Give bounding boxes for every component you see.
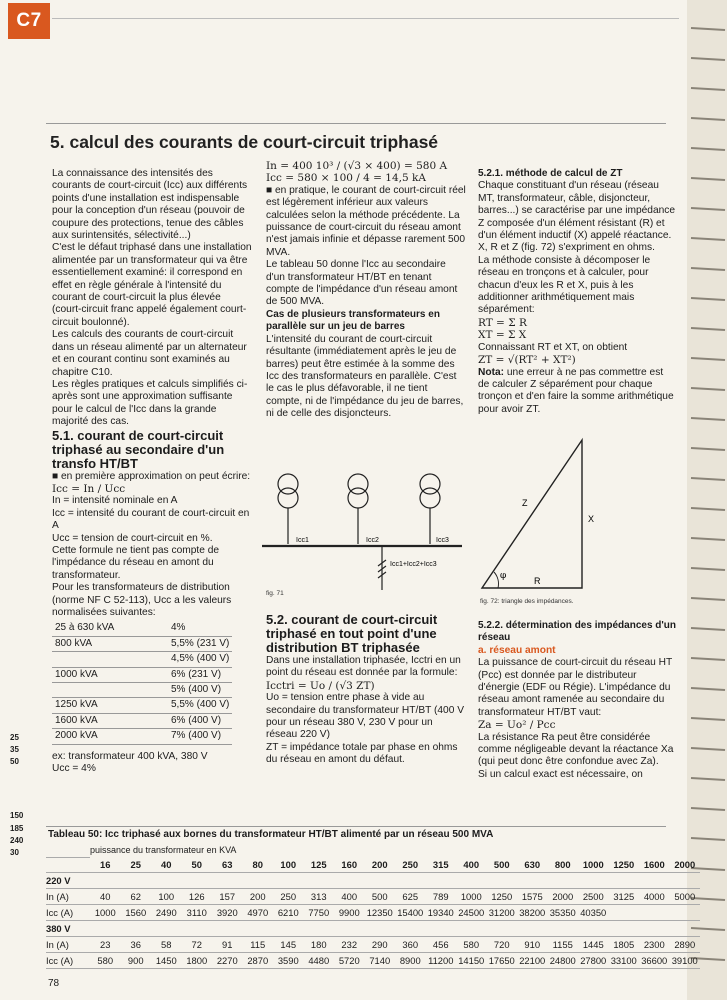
table-50 bbox=[46, 843, 700, 969]
table-cell bbox=[639, 905, 670, 921]
table-cell bbox=[52, 683, 168, 698]
table-cell: 360 bbox=[395, 937, 426, 953]
table-cell: 4000 bbox=[639, 889, 670, 905]
formula: Za = Uo² / Pcc bbox=[478, 719, 556, 732]
table-cell: 35350 bbox=[548, 905, 579, 921]
table-cell: 400 bbox=[456, 857, 487, 873]
table-cell: 27800 bbox=[578, 953, 609, 969]
table-cell: 31200 bbox=[487, 905, 518, 921]
table-cell: 100 bbox=[151, 889, 182, 905]
paragraph: La connaissance des intensités des courants de court-circuit (Icc) aux différents points d'une installation est indispensable pour la conception d'un réseau (pouvoir de coupure des protections, tenue des câbles aux surintensités, sélectivité...) bbox=[52, 168, 248, 242]
table-cell: 115 bbox=[243, 937, 274, 953]
row-label: Icc (A) bbox=[46, 953, 90, 969]
table-cell: 100 bbox=[273, 857, 304, 873]
paragraph: Pour les transformateurs de distribution (norme NF C 52-113), Ucc a les valeurs normalisées suivantes: bbox=[52, 582, 232, 618]
table-cell bbox=[46, 857, 90, 873]
table-cell: 2870 bbox=[243, 953, 274, 969]
table-group-row bbox=[46, 873, 700, 889]
table-cell: 1805 bbox=[609, 937, 640, 953]
table-cell: 7% (400 V) bbox=[168, 729, 232, 744]
fig72-caption: fig. 72: triangle des impédances. bbox=[480, 598, 574, 605]
table-cell: 6% (231 V) bbox=[168, 667, 232, 682]
table-cell: 3110 bbox=[182, 905, 213, 921]
table-cell: 7750 bbox=[304, 905, 335, 921]
table-cell bbox=[46, 843, 90, 857]
table-cell: 2000 kVA bbox=[52, 729, 168, 744]
table-cell: 789 bbox=[426, 889, 457, 905]
table-row bbox=[46, 843, 700, 857]
table-cell: 180 bbox=[304, 937, 335, 953]
table-row bbox=[52, 652, 232, 667]
column-2-lower bbox=[266, 613, 466, 767]
formula: XT = Σ X bbox=[478, 329, 527, 342]
column-3-lower bbox=[478, 620, 676, 781]
table-cell: 1800 bbox=[182, 953, 213, 969]
table-cell: 500 bbox=[487, 857, 518, 873]
label-icc2: Icc2 bbox=[366, 537, 379, 544]
table-cell: 800 kVA bbox=[52, 636, 168, 651]
table-header-row bbox=[46, 857, 700, 873]
label-sum: Icc1+Icc2+Icc3 bbox=[390, 561, 437, 568]
table-cell: 200 bbox=[243, 889, 274, 905]
table-cell: 62 bbox=[121, 889, 152, 905]
table-cell: 4480 bbox=[304, 953, 335, 969]
example: ex: transformateur 400 kVA, 380 V bbox=[52, 750, 208, 762]
table-row bbox=[46, 905, 700, 921]
label-r: R bbox=[534, 576, 541, 586]
paragraph: ■ en première approximation on peut écrire: bbox=[52, 470, 251, 482]
subheading-reseau-amont: a. réseau amont bbox=[478, 644, 556, 656]
definition: ZT = impédance totale par phase en ohms du réseau en amont du défaut. bbox=[266, 741, 458, 766]
table-cell: 625 bbox=[395, 889, 426, 905]
table-cell: 313 bbox=[304, 889, 335, 905]
table-cell: 16 bbox=[90, 857, 121, 873]
table-cell: 14150 bbox=[456, 953, 487, 969]
paragraph: Si un calcul exact est nécessaire, on bbox=[478, 768, 643, 780]
table-cell: 4970 bbox=[243, 905, 274, 921]
table-cell: 2000 bbox=[548, 889, 579, 905]
table-row bbox=[52, 621, 232, 636]
table-cell: 1250 bbox=[609, 857, 640, 873]
table-cell: 1600 bbox=[639, 857, 670, 873]
margin-tab: 30 bbox=[10, 848, 19, 857]
margin-tab: 50 bbox=[10, 757, 19, 766]
table-cell: 2300 bbox=[639, 937, 670, 953]
table-cell: 22100 bbox=[517, 953, 548, 969]
table-cell: 1000 bbox=[456, 889, 487, 905]
table-cell: 720 bbox=[487, 937, 518, 953]
label-icc1: Icc1 bbox=[296, 537, 309, 544]
table-cell: 24500 bbox=[456, 905, 487, 921]
table-cell: 1250 kVA bbox=[52, 698, 168, 713]
table-cell: 456 bbox=[426, 937, 457, 953]
table-cell: 25 bbox=[121, 857, 152, 873]
table-cell: 36 bbox=[121, 937, 152, 953]
section-tag: C7 bbox=[8, 3, 50, 39]
table-cell: 3920 bbox=[212, 905, 243, 921]
table-cell: 2000 bbox=[670, 857, 701, 873]
paragraph: Chaque constituant d'un réseau (réseau MT, transformateur, câble, disjoncteur, barres...) se caractérise par une impédance Z composée d'un élément résistant (R) et d'un élément inductif (X) appelé réactance. X, R et Z (fig. 72) s'expriment en ohms. bbox=[478, 180, 676, 254]
table-cell bbox=[52, 652, 168, 667]
heading-5-2: 5.2. courant de court-circuit triphasé en tout point d'une distribution BT triphasée bbox=[266, 612, 438, 655]
table-cell: 24800 bbox=[548, 953, 579, 969]
group-220: 220 V bbox=[46, 873, 700, 889]
table-cell: 5,5% (400 V) bbox=[168, 698, 232, 713]
figure-71 bbox=[262, 472, 472, 596]
row-label: In (A) bbox=[46, 889, 90, 905]
table-cell: 250 bbox=[273, 889, 304, 905]
table-cell: 80 bbox=[243, 857, 274, 873]
table-row bbox=[52, 636, 232, 651]
formula: Icctri = Uo / (√3 ZT) bbox=[266, 679, 375, 692]
table-cell: 12350 bbox=[365, 905, 396, 921]
table-cell: 160 bbox=[334, 857, 365, 873]
table-cell: 91 bbox=[212, 937, 243, 953]
table-cell: 630 bbox=[517, 857, 548, 873]
table-cell: 910 bbox=[517, 937, 548, 953]
row-label: Icc (A) bbox=[46, 905, 90, 921]
margin-tab: 240 bbox=[10, 836, 24, 845]
heading-5-2-1: 5.2.1. méthode de calcul de ZT bbox=[478, 168, 623, 179]
table-cell: 250 bbox=[395, 857, 426, 873]
margin-tab: 185 bbox=[10, 824, 24, 833]
note bbox=[478, 367, 676, 417]
formula: Icc = 580 × 100 / 4 = 14,5 kA bbox=[266, 172, 426, 185]
table-row bbox=[52, 667, 232, 682]
page-title: 5. calcul des courants de court-circuit triphasé bbox=[50, 132, 439, 152]
margin-tab: 35 bbox=[10, 745, 19, 754]
table-row bbox=[46, 937, 700, 953]
table-cell: 1155 bbox=[548, 937, 579, 953]
table-row bbox=[52, 698, 232, 713]
table-row bbox=[46, 953, 700, 969]
paragraph: La méthode consiste à décomposer le réseau en tronçons et à calculer, pour chacun d'eux les R et X, puis à les additionner arithmétiquement mais séparément: bbox=[478, 254, 651, 316]
note-text: une erreur à ne pas commettre est de calculer Z séparément pour chaque tronçon et d'en faire la somme arithmétique pour avoir ZT. bbox=[478, 366, 674, 415]
margin-tab: 25 bbox=[10, 733, 19, 742]
label-x: X bbox=[588, 514, 595, 524]
table-cell: 40 bbox=[151, 857, 182, 873]
table-row bbox=[52, 713, 232, 728]
table-cell: 126 bbox=[182, 889, 213, 905]
table-cell: 2270 bbox=[212, 953, 243, 969]
table-cell: 7140 bbox=[365, 953, 396, 969]
table-cell: 3125 bbox=[609, 889, 640, 905]
table-cell: 200 bbox=[365, 857, 396, 873]
table-cell: 125 bbox=[304, 857, 335, 873]
table-row bbox=[52, 729, 232, 744]
table-cell: 40 bbox=[90, 889, 121, 905]
table-cell: 2500 bbox=[578, 889, 609, 905]
heading-multi: Cas de plusieurs transformateurs en parallèle sur un jeu de barres bbox=[266, 308, 440, 333]
table-cell: 1560 bbox=[121, 905, 152, 921]
paragraph: Connaissant RT et XT, on obtient bbox=[478, 341, 628, 353]
figure-72 bbox=[478, 434, 618, 594]
table-cell: 157 bbox=[212, 889, 243, 905]
definition: Uo = tension entre phase à vide au secondaire du transformateur HT/BT (400 V pour un réseau 380 V, 230 V pour un réseau 220 V) bbox=[266, 692, 464, 741]
table-cell: 5,5% (231 V) bbox=[168, 636, 232, 651]
table-cell: 5720 bbox=[334, 953, 365, 969]
page-number: 78 bbox=[48, 978, 60, 989]
paragraph: Les règles pratiques et calculs simplifiés ci-après sont une approximation suffisante pour le calcul de l'Icc dans la grande majorité des cas. bbox=[52, 378, 248, 428]
table-cell: 36600 bbox=[639, 953, 670, 969]
table-cell: 1575 bbox=[517, 889, 548, 905]
table-cell: 58 bbox=[151, 937, 182, 953]
table-cell: 580 bbox=[90, 953, 121, 969]
paragraph: L'intensité du courant de court-circuit résultante (immédiatement après le jeu de barres) peut être estimée à la somme des Icc des transformateurs en parallèle. C'est le cas le plus défavorable, il ne tient compte, ni de l'impédance du jeu de barres, ni de celle des disjoncteurs. bbox=[266, 333, 464, 420]
label-z: Z bbox=[522, 498, 528, 508]
column-1 bbox=[52, 168, 252, 775]
column-3 bbox=[478, 168, 676, 416]
table-cell: 3590 bbox=[273, 953, 304, 969]
example: Ucc = 4% bbox=[52, 763, 96, 775]
margin-tab: 150 bbox=[10, 811, 24, 820]
table-cell: 9900 bbox=[334, 905, 365, 921]
table-cell: 2490 bbox=[151, 905, 182, 921]
table-cell: 33100 bbox=[609, 953, 640, 969]
table-cell: 38200 bbox=[517, 905, 548, 921]
table50-title: Tableau 50: Icc triphasé aux bornes du transformateur HT/BT alimenté par un réseau 500 MVA bbox=[48, 829, 494, 840]
table-cell: 8900 bbox=[395, 953, 426, 969]
table-cell: 290 bbox=[365, 937, 396, 953]
table-cell: 6% (400 V) bbox=[168, 713, 232, 728]
paragraph: ■ en pratique, le courant de court-circuit réel est légèrement inférieur aux valeurs calculées selon la méthode précédente. La puissance de court-circuit du réseau amont n'est jamais infinie et dépasse rarement 500 MVA. bbox=[266, 184, 466, 258]
table-cell: 232 bbox=[334, 937, 365, 953]
table-cell: 500 bbox=[365, 889, 396, 905]
definition: In = intensité nominale en A bbox=[52, 495, 178, 507]
table-cell: 580 bbox=[456, 937, 487, 953]
label-phi: φ bbox=[500, 571, 507, 581]
table-cell: 145 bbox=[273, 937, 304, 953]
table-cell: 1000 bbox=[578, 857, 609, 873]
table-cell: 2890 bbox=[670, 937, 701, 953]
paragraph: Les calculs des courants de court-circuit dans un réseau alimenté par un alternateur et en courant continu sont examinés au chapitre C10. bbox=[52, 329, 247, 378]
label-icc3: Icc3 bbox=[436, 537, 449, 544]
table-cell: 1600 kVA bbox=[52, 713, 168, 728]
table-row bbox=[46, 889, 700, 905]
heading-5-1: 5.1. courant de court-circuit triphasé au secondaire d'un transfo HT/BT bbox=[52, 427, 225, 471]
title-rule bbox=[46, 123, 666, 124]
table-rule bbox=[46, 826, 666, 827]
table-cell: 50 bbox=[182, 857, 213, 873]
paragraph: Cette formule ne tient pas compte de l'impédance du réseau en amont du transformateur. bbox=[52, 544, 220, 581]
formula: In = 400 10³ / (√3 × 400) = 580 A bbox=[266, 160, 448, 172]
table-cell: 1000 kVA bbox=[52, 667, 168, 682]
table50-subtitle: puissance du transformateur en KVA bbox=[90, 845, 237, 855]
table-cell: 25 à 630 kVA bbox=[52, 621, 168, 636]
paragraph: La résistance Ra peut être considérée comme négligeable devant la réactance Xa (qui peut donc être confondue avec Za). bbox=[478, 731, 674, 768]
table-group-row bbox=[46, 921, 700, 937]
row-label: In (A) bbox=[46, 937, 90, 953]
heading-5-2-2: 5.2.2. détermination des impédances d'un réseau bbox=[478, 620, 676, 644]
table-cell: 4,5% (400 V) bbox=[168, 652, 232, 667]
note-label: Nota: bbox=[478, 366, 505, 378]
ucc-table bbox=[52, 621, 232, 744]
table-cell: 5% (400 V) bbox=[168, 683, 232, 698]
table-cell: 800 bbox=[548, 857, 579, 873]
table-cell: 72 bbox=[182, 937, 213, 953]
table-cell: 15400 bbox=[395, 905, 426, 921]
table-cell: 900 bbox=[121, 953, 152, 969]
table-cell: 6210 bbox=[273, 905, 304, 921]
table-cell: 1445 bbox=[578, 937, 609, 953]
table-cell: 39100 bbox=[670, 953, 701, 969]
table-cell: 11200 bbox=[426, 953, 457, 969]
formula: ZT = √(RT² + XT²) bbox=[478, 354, 576, 367]
table-cell: 23 bbox=[90, 937, 121, 953]
formula: RT = Σ R bbox=[478, 316, 527, 329]
column-2 bbox=[266, 160, 466, 421]
header-rule bbox=[52, 18, 679, 19]
fig71-caption: fig. 71 bbox=[266, 590, 284, 597]
table-cell: 63 bbox=[212, 857, 243, 873]
group-380: 380 V bbox=[46, 921, 700, 937]
table-cell: 19340 bbox=[426, 905, 457, 921]
paragraph: C'est le défaut triphasé dans une installation alimentée par un transformateur qui va être essentiellement examiné: il correspond en effet en règle générale à l'intensité du courant de court-circuit la plus élevée (court-circuit franc appelé également court-circuit boulonné). bbox=[52, 242, 252, 328]
paragraph: Dans une installation triphasée, Icctri en un point du réseau est donnée par la formule: bbox=[266, 655, 461, 679]
table-cell: 1450 bbox=[151, 953, 182, 969]
definition: Icc = intensité du courant de court-circuit en A bbox=[52, 507, 250, 532]
table-cell bbox=[670, 905, 701, 921]
table-cell: 4% bbox=[168, 621, 232, 636]
table-cell: 1000 bbox=[90, 905, 121, 921]
table-cell: 17650 bbox=[487, 953, 518, 969]
paragraph: Le tableau 50 donne l'Icc au secondaire d'un transformateur HT/BT en tenant compte de l'impédance d'un réseau amont de 500 MVA. bbox=[266, 259, 458, 308]
formula: Icc = In / Ucc bbox=[52, 482, 126, 495]
table-cell: 315 bbox=[426, 857, 457, 873]
table-cell: 5000 bbox=[670, 889, 701, 905]
paragraph: La puissance de court-circuit du réseau HT (Pcc) est donnée par le distributeur d'énergie (EDF ou Régie). L'impédance du réseau amont ramenée au secondaire du transformateur HT/BT vaut: bbox=[478, 657, 673, 718]
table-row bbox=[52, 683, 232, 698]
table-cell: 1250 bbox=[487, 889, 518, 905]
table-cell: 40350 bbox=[578, 905, 609, 921]
definition: Ucc = tension de court-circuit en %. bbox=[52, 532, 213, 544]
table-cell: 400 bbox=[334, 889, 365, 905]
table-cell bbox=[609, 905, 640, 921]
